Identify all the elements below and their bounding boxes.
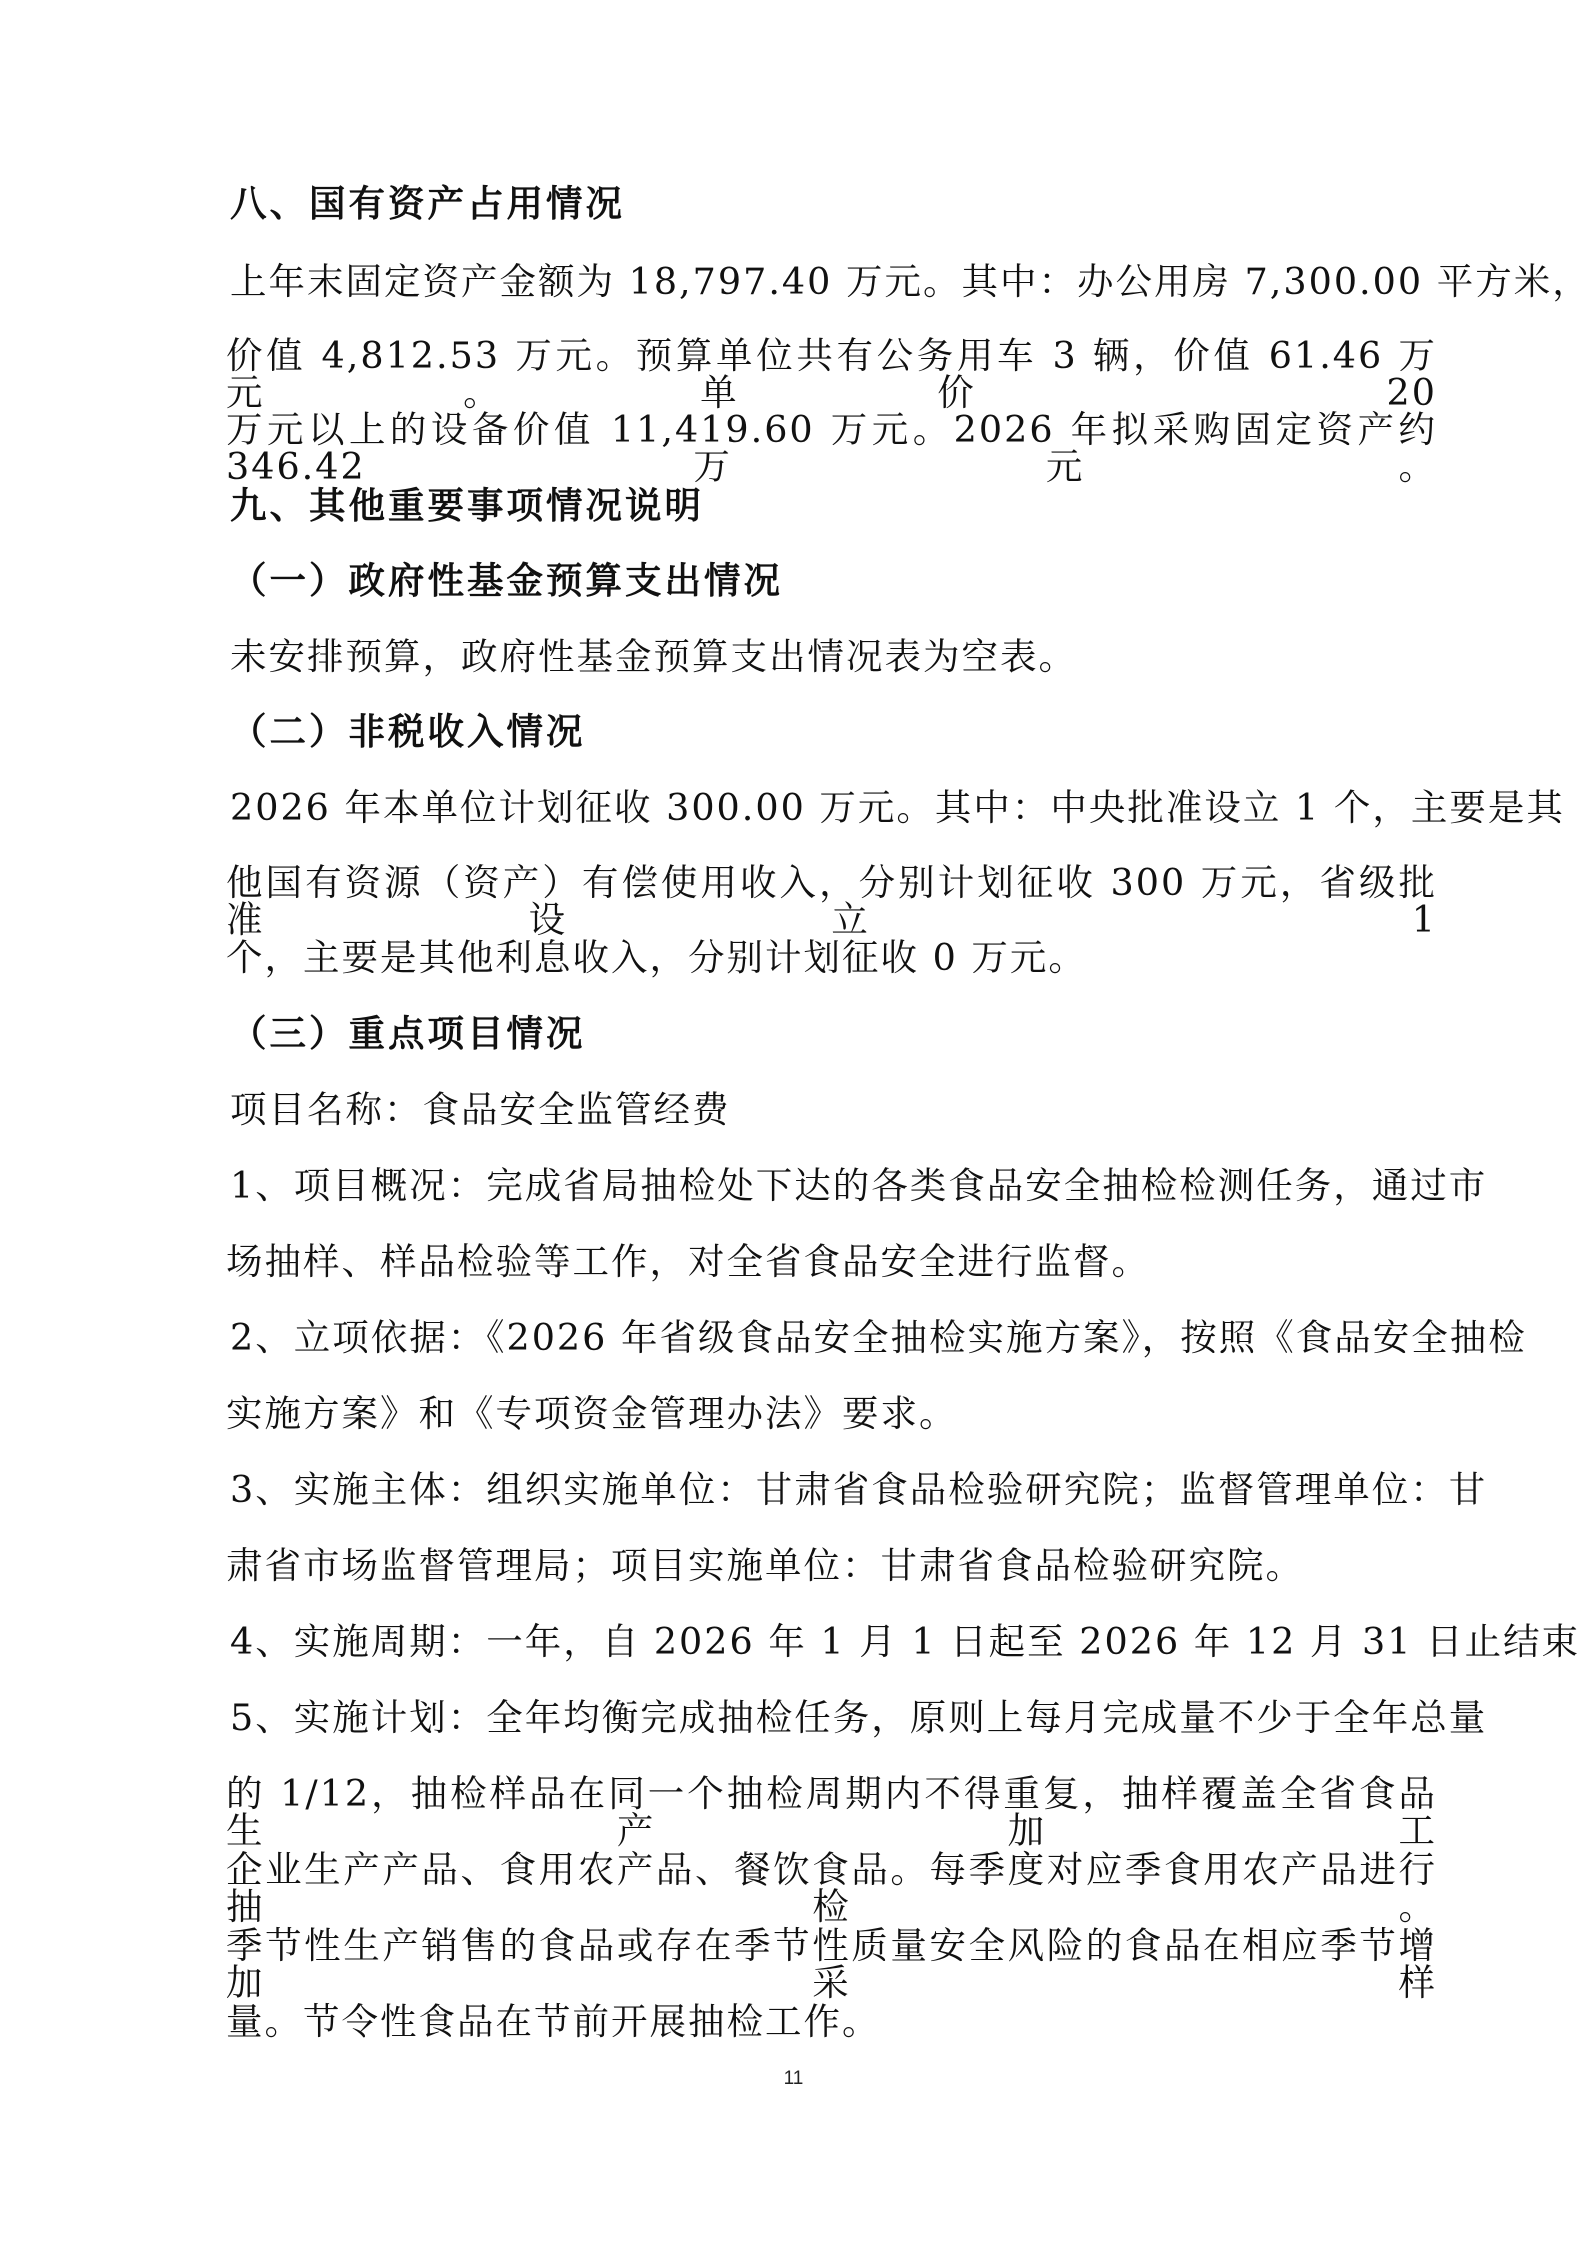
project-basis-line-1: 2、立项依据：《2026 年省级食品安全抽检实施方案》，按照《食品安全抽检 <box>230 1316 1527 1359</box>
subsection-heading-gov-fund: （一）政府性基金预算支出情况 <box>230 559 783 602</box>
assets-paragraph-line-3: 万元以上的设备价值 11,419.60 万元。2026 年拟采购固定资产约 346.42 万元。 <box>226 408 1437 488</box>
project-basis-line-2: 实施方案》和《专项资金管理办法》要求。 <box>226 1392 958 1435</box>
project-entity-line-2: 肃省市场监督管理局；项目实施单位：甘肃省食品检验研究院。 <box>226 1544 1304 1587</box>
assets-paragraph-line-2: 价值 4,812.53 万元。预算单位共有公务用车 3 辆，价值 61.46 万元。单价 20 <box>226 334 1437 414</box>
project-plan-line-3: 企业生产产品、食用农产品、餐饮食品。每季度对应季食用农产品进行抽检。 <box>226 1848 1437 1928</box>
section-heading-assets: 八、国有资产占用情况 <box>230 182 625 225</box>
project-overview-line-1: 1、项目概况：完成省局抽检处下达的各类食品安全抽检检测任务，通过市 <box>230 1164 1488 1207</box>
project-overview-line-2: 场抽样、样品检验等工作，对全省食品安全进行监督。 <box>226 1240 1150 1283</box>
project-plan-line-1: 5、实施计划：全年均衡完成抽检任务，原则上每月完成量不少于全年总量 <box>230 1696 1488 1739</box>
non-tax-paragraph-line-2: 他国有资源（资产）有偿使用收入，分别计划征收 300 万元，省级批准设立 1 <box>226 861 1437 941</box>
project-plan-line-4: 季节性生产销售的食品或存在季节性质量安全风险的食品在相应季节增加采样 <box>226 1924 1437 2004</box>
gov-fund-paragraph: 未安排预算，政府性基金预算支出情况表为空表。 <box>230 635 1077 678</box>
non-tax-paragraph-line-3: 个，主要是其他利息收入，分别计划征收 0 万元。 <box>226 936 1087 979</box>
project-name: 项目名称：食品安全监管经费 <box>230 1088 731 1131</box>
project-plan-line-5: 量。节令性食品在节前开展抽检工作。 <box>226 2000 881 2043</box>
subsection-heading-non-tax: （二）非税收入情况 <box>230 710 586 753</box>
assets-paragraph-line-1: 上年末固定资产金额为 18,797.40 万元。其中：办公用房 7,300.00 平方米， <box>230 260 1591 303</box>
project-entity-line-1: 3、实施主体：组织实施单位：甘肃省食品检验研究院；监督管理单位：甘 <box>230 1468 1488 1511</box>
project-period: 4、实施周期：一年，自 2026 年 1 月 1 日起至 2026 年 12 月 31 日止结束 <box>230 1620 1581 1663</box>
project-plan-line-2: 的 1/12，抽检样品在同一个抽检周期内不得重复，抽样覆盖全省食品生产加工 <box>226 1772 1437 1852</box>
page-number: 11 <box>783 2068 804 2089</box>
subsection-heading-key-projects: （三）重点项目情况 <box>230 1012 586 1055</box>
section-heading-other-matters: 九、其他重要事项情况说明 <box>230 484 704 527</box>
non-tax-paragraph-line-1: 2026 年本单位计划征收 300.00 万元。其中：中央批准设立 1 个，主要是其 <box>230 786 1565 829</box>
